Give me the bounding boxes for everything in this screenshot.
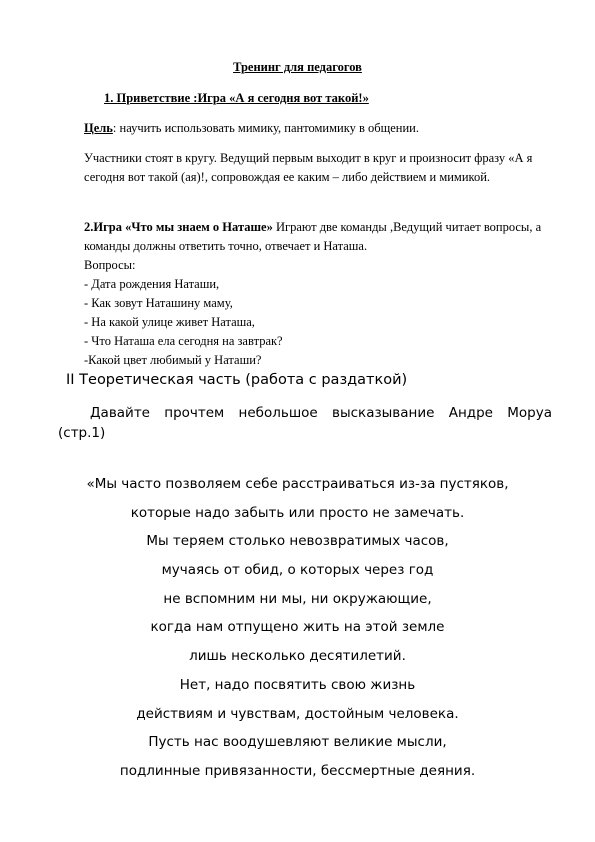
question-item: - Что Наташа ела сегодня на завтрак?	[84, 334, 283, 348]
question-item: -Какой цвет любимый у Наташи?	[84, 353, 262, 367]
intro-paragraph: Давайте прочтем небольшое высказывание Андре Моруа (стр.1)	[58, 405, 552, 441]
game-2-text: Играют две команды ,Ведущий читает вопросы, а команды должны ответить точно, отвечает и Наташа.	[84, 220, 542, 253]
quote-line: Нет, надо посвятить свою жизнь	[179, 676, 416, 693]
goal-text: : научить использовать мимику, пантомимику в общении.	[112, 121, 419, 135]
quote-line: подлинные привязанности, бессмертные деяния.	[119, 762, 476, 779]
game-2-paragraph	[84, 218, 554, 256]
quote-line: мучаясь от обид, о которых через год	[161, 562, 434, 579]
document-title: Тренинг для педагогов	[233, 60, 362, 74]
goal-label: Цель	[84, 121, 113, 135]
section-1-heading: 1. Приветствие :Игра «А я сегодня вот такой!»	[104, 91, 369, 105]
quote-line: «Мы часто позволяем себе расстраиваться из-за пустяков,	[86, 476, 509, 492]
questions-label: Вопросы:	[84, 258, 136, 272]
game-2-heading: 2.Игра «Что мы знаем о Наташе»	[84, 220, 273, 234]
theory-section-heading: II Теоретическая часть (работа с раздаткой)	[66, 372, 408, 388]
goal-paragraph	[84, 119, 554, 138]
quote-line: действиям и чувствам, достойным человека.	[136, 705, 459, 722]
quote-line: когда нам отпущено жить на этой земле	[150, 619, 445, 636]
question-item: - Как зовут Наташину маму,	[84, 296, 233, 310]
question-item: - На какой улице живет Наташа,	[84, 315, 255, 329]
quote-line: Мы теряем столько невозвратимых часов,	[146, 533, 449, 550]
question-item: - Дата рождения Наташи,	[84, 277, 220, 291]
quote-line: которые надо забыть или просто не замечать.	[130, 504, 465, 521]
quote-line: лишь несколько десятилетий.	[189, 648, 406, 665]
game-2-block	[84, 218, 554, 370]
quote-line: Пусть нас воодушевляют великие мысли,	[148, 734, 447, 751]
quote-line: не вспомним ни мы, ни окружающие,	[163, 590, 432, 607]
instructions-paragraph: Участники стоят в кругу. Ведущий первым выходит в круг и произносит фразу «А я сегодня вот такой (ая)!, сопровождая ее каким – либо действием и мимикой.	[84, 151, 533, 184]
quote-block	[0, 474, 595, 790]
